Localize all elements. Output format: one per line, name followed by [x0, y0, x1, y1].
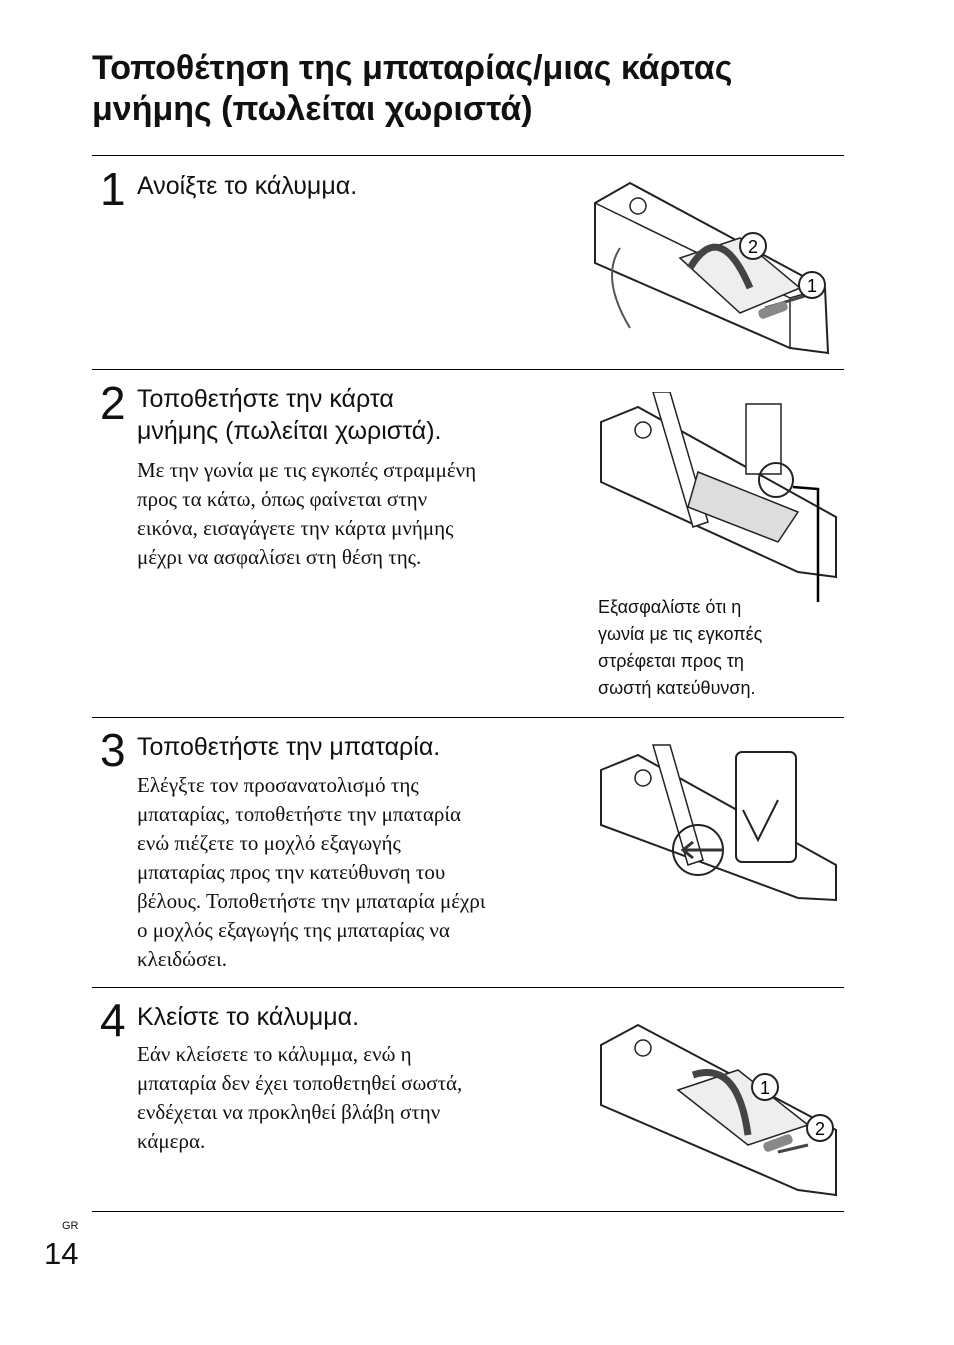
divider: [92, 987, 844, 988]
heading-line: μνήμης (πωλείται χωριστά).: [137, 417, 442, 445]
page-title: [92, 48, 732, 130]
body-line: μπαταρία δεν έχει τοποθετηθεί σωστά,: [137, 1071, 463, 1095]
step-number: 1: [100, 163, 126, 215]
step-number: 4: [100, 994, 126, 1046]
heading-line: Ανοίξτε το κάλυμμα.: [137, 172, 358, 200]
camera-close-cover-illustration: [598, 1020, 838, 1198]
step-heading: [137, 731, 440, 763]
body-line: ενδέχεται να προκληθεί βλάβη στην: [137, 1100, 441, 1124]
battery-insert-illustration: [598, 740, 838, 905]
body-line: προς τα κάτω, όπως φαίνεται στην: [137, 487, 428, 511]
body-line: μπαταρίας προς την κατεύθυνση του: [137, 860, 446, 884]
caption-line: σωστή κατεύθυνση.: [598, 678, 756, 698]
caption-line: Εξασφαλίστε ότι η: [598, 597, 742, 617]
body-line: ο μοχλός εξαγωγής της μπαταρίας να: [137, 918, 450, 942]
title-line: Τοποθέτηση της μπαταρίας/μιας κάρτας: [92, 49, 733, 87]
body-line: μπαταρίας, τοποθετήστε την μπαταρία: [137, 802, 462, 826]
camera-open-cover-illustration: [590, 178, 835, 358]
heading-line: Τοποθετήστε την μπαταρία.: [137, 733, 441, 761]
body-line: βέλους. Τοποθετήστε την μπαταρία μέχρι: [137, 889, 486, 913]
step-number: 3: [100, 724, 126, 776]
callout-label: 1: [759, 1078, 771, 1098]
step-heading: [137, 383, 441, 447]
body-line: Εάν κλείσετε το κάλυμμα, ενώ η: [137, 1042, 412, 1066]
body-line: ενώ πιέζετε το μοχλό εξαγωγής: [137, 831, 401, 855]
caption-line: γωνία με τις εγκοπές: [598, 624, 763, 644]
memory-card-insert-illustration: [598, 392, 838, 602]
body-line: εικόνα, εισαγάγετε την κάρτα μνήμης: [137, 516, 454, 540]
body-line: κάμερα.: [137, 1129, 206, 1153]
callout-label: 1: [806, 276, 818, 296]
body-line: μέχρι να ασφαλίσει στη θέση της.: [137, 545, 422, 569]
heading-line: Κλείστε το κάλυμμα.: [137, 1003, 360, 1031]
body-line: Ελέγξτε τον προσανατολισμό της: [137, 773, 419, 797]
step-body: [137, 456, 476, 572]
language-code: GR: [62, 1220, 79, 1232]
step-number: 2: [100, 377, 126, 429]
step-body: [137, 771, 486, 974]
step-body: [137, 1040, 462, 1156]
body-line: κλειδώσει.: [137, 947, 227, 971]
step-heading: [137, 1001, 359, 1033]
title-line: μνήμης (πωλείται χωριστά): [92, 90, 533, 128]
step-heading: [137, 170, 357, 202]
callout-label: 2: [814, 1119, 826, 1139]
divider: [92, 1211, 844, 1212]
page-number: 14: [44, 1236, 79, 1271]
divider: [92, 155, 844, 156]
callout-label: 2: [747, 237, 759, 257]
image-caption: [598, 594, 762, 702]
divider: [92, 717, 844, 718]
caption-line: στρέφεται προς τη: [598, 651, 744, 671]
divider: [92, 369, 844, 370]
heading-line: Τοποθετήστε την κάρτα: [137, 385, 394, 413]
body-line: Με την γωνία με τις εγκοπές στραμμένη: [137, 458, 477, 482]
